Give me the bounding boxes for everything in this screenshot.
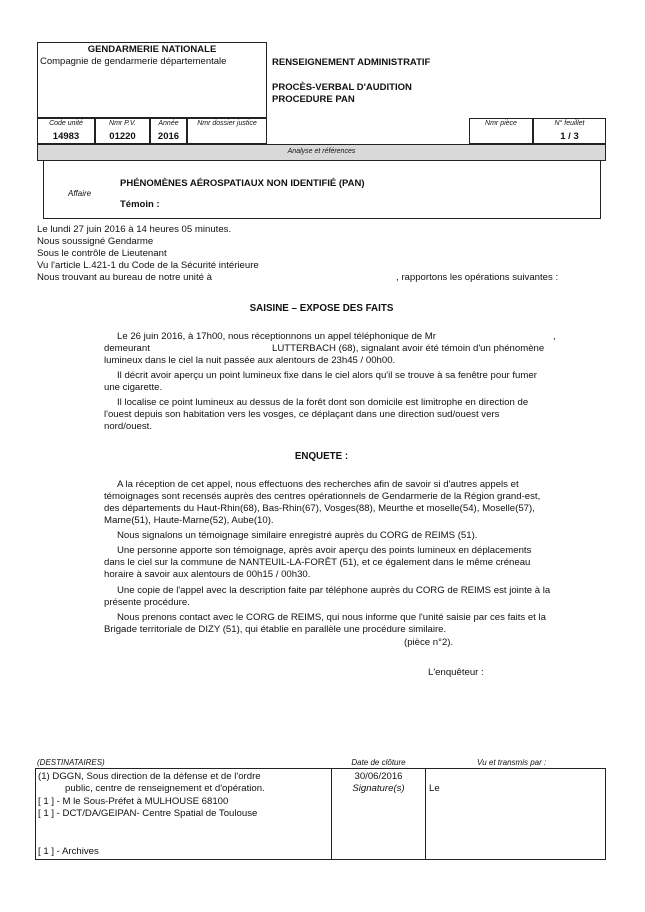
feuillet-value: 1 / 3: [560, 131, 579, 142]
nmr-pv-label: Nmr P.V.: [109, 120, 136, 127]
enqueteur-label: L'enquêteur :: [428, 667, 484, 678]
enquete-p5-l2: Brigade territoriale de DIZY (51), qui établie en parallèle une procédure similaire.: [104, 624, 447, 635]
code-unite-value: 14983: [52, 131, 80, 142]
code-unite-label: Code unité: [49, 120, 83, 127]
saisine-p1-l2a: demeurant: [104, 343, 150, 354]
enquete-p1-l3: des départements du Haut-Rhin(68), Bas-Rhin(67), Vosges(88), Meurthe et moselle(54), Moselle(57),: [104, 503, 535, 514]
saisine-p1-l1b: ,: [553, 331, 556, 342]
enquete-p3-l3: horaire à savoir aux alentours de 00h15 / 00h30.: [104, 569, 311, 580]
temoin-label: Témoin :: [120, 199, 160, 210]
cloture-date: 30/06/2016: [354, 771, 403, 782]
enquete-p4-l1: Une copie de l'appel avec la description faite par téléphone auprès du CORG de REIMS est jointe à la: [117, 585, 551, 596]
saisine-p1-l3: lumineux dans le ciel la nuit passée aux alentours de 23h45 / 00h00.: [104, 355, 396, 366]
saisine-p1-l1a: Le 26 juin 2016, à 17h00, nous réceptionnons un appel téléphonique de Mr: [117, 331, 436, 342]
feuillet-label: N° feuillet: [554, 120, 585, 127]
piece-reference: (pièce n°2).: [404, 637, 454, 648]
signature-label: Signature(s): [352, 783, 405, 794]
dest-4: [ 1 ] - Archives: [38, 846, 99, 857]
procedure-title: PROCEDURE PAN: [272, 94, 355, 105]
annee-value: 2016: [157, 131, 180, 142]
annee-label: Année: [158, 120, 179, 127]
affaire-box: [43, 161, 601, 219]
dossier-label: Nmr dossier justice: [197, 120, 257, 127]
saisine-title: SAISINE – EXPOSE DES FAITS: [249, 303, 394, 314]
saisine-p2-l2: une cigarette.: [104, 382, 163, 393]
le-label: Le: [429, 783, 440, 794]
destinataires-label: (DESTINATAIRES): [37, 758, 105, 767]
intro-line-3: Sous le contrôle de Lieutenant: [37, 248, 167, 259]
saisine-p3-l1: Il localise ce point lumineux au dessus de la forêt dont son domicile est limitrophe en direction de: [117, 397, 529, 408]
enquete-p5-l1: Nous prenons contact avec le CORG de REIMS, qui nous informe que l'unité saisie par ces faits et la: [117, 612, 546, 623]
cloture-label: Date de clôture: [351, 758, 406, 767]
enquete-p1-l4: Marne(51), Haute-Marne(52), Aube(10).: [104, 515, 274, 526]
saisine-p3-l2: l'ouest depuis son habitation vers les vosges, ce déplaçant dans une direction sud/ouest vers: [104, 409, 500, 420]
saisine-p1-l2b: LUTTERBACH (68), signalant avoir été témoin d'un phénomène: [272, 343, 545, 354]
intro-line-1: Le lundi 27 juin 2016 à 14 heures 05 minutes.: [37, 224, 232, 235]
saisine-p3-l3: nord/ouest.: [104, 421, 153, 432]
dest-1-line-2: public, centre de renseignement et d'opération.: [65, 783, 265, 794]
intro-line-5a: Nous trouvant au bureau de notre unité à: [37, 272, 212, 283]
intro-line-5b: , rapportons les opérations suivantes :: [396, 272, 559, 283]
saisine-p2-l1: Il décrit avoir aperçu un point lumineux fixe dans le ciel alors qu'il se trouve à sa fenêtre pour fumer: [117, 370, 537, 381]
org-title: GENDARMERIE NATIONALE: [87, 44, 217, 55]
enquete-p4-l2: présente procédure.: [104, 597, 190, 608]
nmr-pv-value: 01220: [109, 131, 136, 142]
intro-line-2: Nous soussigné Gendarme: [37, 236, 154, 247]
enquete-p2-l1: Nous signalons un témoignage similaire enregistré auprès du CORG de REIMS (51).: [117, 530, 478, 541]
pv-title: PROCÈS-VERBAL D'AUDITION: [272, 82, 412, 93]
enquete-p3-l2: dans le ciel sur la commune de NANTEUIL-LA-FORÊT (51), et ce également dans le même créneau: [104, 557, 531, 568]
affaire-value: PHÉNOMÈNES AÉROSPATIAUX NON IDENTIFIÉ (PAN): [120, 178, 365, 189]
piece-label: Nmr pièce: [485, 120, 517, 127]
affaire-label: Affaire: [68, 189, 92, 198]
enquete-title: ENQUETE :: [294, 451, 349, 462]
enquete-p1-l1: A la réception de cet appel, nous effectuons des recherches afin de savoir si d'autres appels et: [117, 479, 519, 490]
intro-line-4: Vu l'article L.421-1 du Code de la Sécurité intérieure: [37, 260, 259, 271]
dest-1-line-1: (1) DGGN, Sous direction de la défense et de l'ordre: [38, 771, 261, 782]
dest-3: [ 1 ] - DCT/DA/GEIPAN- Centre Spatial de Toulouse: [38, 808, 258, 819]
enquete-p1-l2: témoignages sont recensés auprès des centres opérationnels de Gendarmerie de la Région grand-est,: [104, 491, 541, 502]
dest-2: [ 1 ] - M le Sous-Préfet à MULHOUSE 68100: [38, 796, 229, 807]
doc-type: RENSEIGNEMENT ADMINISTRATIF: [272, 57, 431, 68]
unit-name: Compagnie de gendarmerie départementale: [40, 56, 227, 67]
vu-transmis-label: Vu et transmis par :: [477, 758, 547, 767]
enquete-p3-l1: Une personne apporte son témoignage, après avoir aperçu des points lumineux en déplacements: [117, 545, 532, 556]
analyse-label: Analyse et références: [287, 148, 356, 155]
